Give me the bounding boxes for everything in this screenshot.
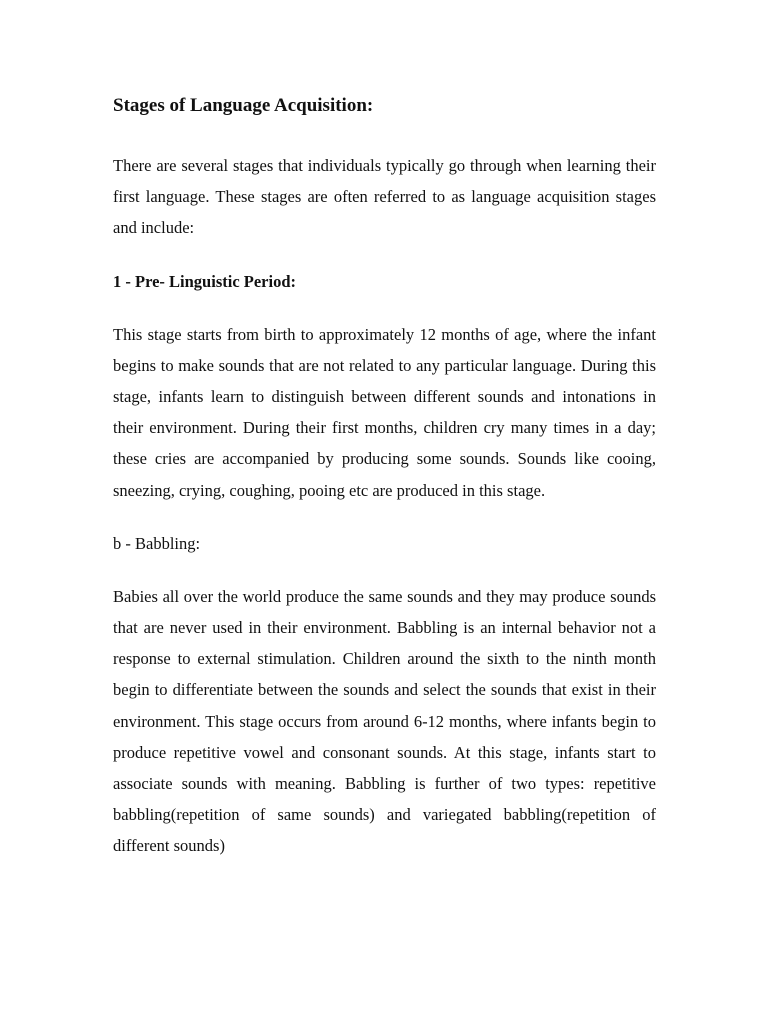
document-title: Stages of Language Acquisition: — [113, 95, 374, 116]
section-paragraph-pre-linguistic: This stage starts from birth to approximately 12 months of age, where the infant begins to make sounds that are not related to any particular language. During this stage, infants learn to distinguish between different sounds and intonations in their environment. During their first months, children cry many times in a day; these cries are accompanied by producing some sounds. Sounds like cooing, sneezing, crying, coughing, pooing etc are produced in this stage. — [113, 324, 656, 500]
section-heading-pre-linguistic: 1 - Pre- Linguistic Period: — [113, 271, 296, 291]
intro-paragraph: There are several stages that individuals typically go through when learning their first language. These stages are often referred to as language acquisition stages and include: — [113, 156, 656, 238]
document-content — [113, 91, 656, 862]
section-heading-babbling: b - Babbling: — [113, 533, 201, 553]
section-paragraph-babbling: Babies all over the world produce the same sounds and they may produce sounds that are never used in their environment. Babbling is an internal behavior not a response to external stimulation. Children around the sixth to the ninth month begin to differentiate between the sounds and select the sounds that exist in their environment. This stage occurs from around 6-12 months, where infants begin to produce repetitive vowel and consonant sounds. At this stage, infants start to associate sounds with meaning. Babbling is further of two types: repetitive babbling(repetition of same sounds) and variegated babbling(repetition of different sounds) — [113, 586, 656, 856]
